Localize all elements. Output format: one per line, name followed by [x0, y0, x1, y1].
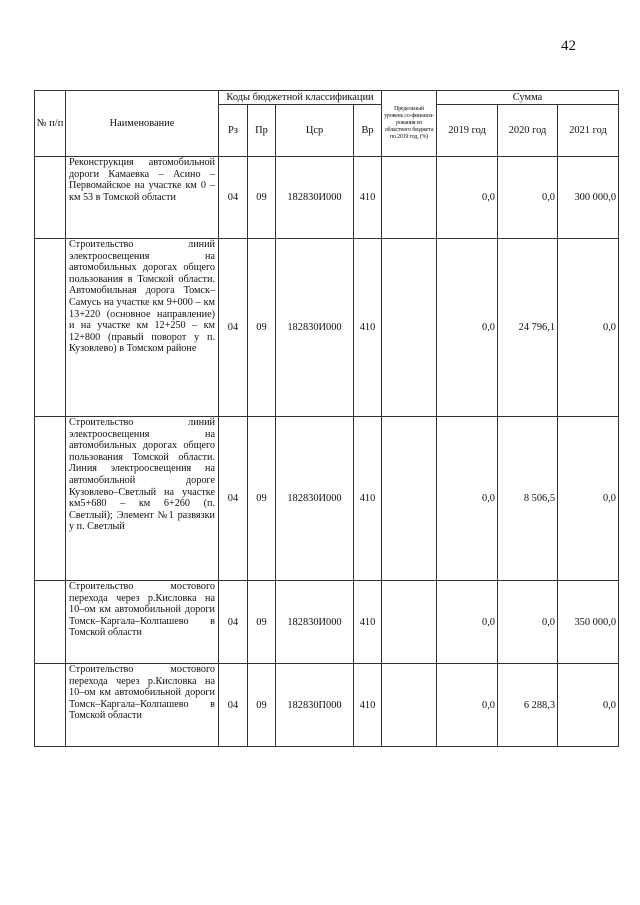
- row-level: [382, 417, 437, 581]
- row-rz: 04: [219, 417, 248, 581]
- row-name: Строительство линий электроосвещения на автомобильных дорогах общего пользования Томской области. Линия электроосвещения на автомобильной дороге Кузовлево–Светлый на участке км5+680 – км 6+260 (п. Светлый); Элемент №1 развязки у п. Светлый: [66, 417, 219, 581]
- table-row: [35, 664, 619, 747]
- row-pr: 09: [248, 664, 276, 747]
- row-2021: 350 000,0: [558, 581, 619, 664]
- row-rz: 04: [219, 581, 248, 664]
- row-csr: 182830И000: [276, 157, 354, 239]
- row-vr: 410: [354, 239, 382, 417]
- row-number: [35, 581, 66, 664]
- row-csr: 182830И000: [276, 239, 354, 417]
- row-name: Строительство линий электроосвещения на автомобильных дорогах общего пользования в Томской области. Автомобильная дорога Томск–Самусь на участке км 9+000 – км 13+220 (основное направление) и на участке км 12+250 – км 12+800 (правый поворот у п. Кузовлево) в Томском районе: [66, 239, 219, 417]
- row-vr: 410: [354, 664, 382, 747]
- row-number: [35, 239, 66, 417]
- row-2020: 8 506,5: [498, 417, 558, 581]
- row-2019: 0,0: [437, 157, 498, 239]
- row-2020: 24 796,1: [498, 239, 558, 417]
- page-number: 42: [561, 38, 576, 54]
- header-pr: Пр: [248, 105, 276, 157]
- table-row: [35, 581, 619, 664]
- header-cofinancing-level: Предельный уровень со-финанси-рования из областного бюджета по 2019 год, (%): [382, 91, 437, 157]
- row-2019: 0,0: [437, 239, 498, 417]
- row-csr: 182830И000: [276, 417, 354, 581]
- row-csr: 182830П000: [276, 664, 354, 747]
- row-2019: 0,0: [437, 581, 498, 664]
- row-level: [382, 581, 437, 664]
- header-sum-group: Сумма: [437, 91, 619, 105]
- row-level: [382, 157, 437, 239]
- row-rz: 04: [219, 239, 248, 417]
- row-2019: 0,0: [437, 664, 498, 747]
- row-name: Реконструкция автомобильной дороги Камаевка – Асино – Первомайское на участке км 0 – км 53 в Томской области: [66, 157, 219, 239]
- budget-table: [34, 90, 619, 747]
- row-2021: 0,0: [558, 664, 619, 747]
- row-2020: 0,0: [498, 157, 558, 239]
- row-pr: 09: [248, 157, 276, 239]
- header-2020: 2020 год: [498, 105, 558, 157]
- header-2021: 2021 год: [558, 105, 619, 157]
- row-vr: 410: [354, 581, 382, 664]
- row-2020: 0,0: [498, 581, 558, 664]
- header-name: Наименование: [66, 91, 219, 157]
- table-row: [35, 157, 619, 239]
- table-row: [35, 417, 619, 581]
- header-vr: Вр: [354, 105, 382, 157]
- header-2019: 2019 год: [437, 105, 498, 157]
- table-row: [35, 239, 619, 417]
- row-name: Строительство мостового перехода через р.Кисловка на 10–ом км автомобильной дороги Томск–Каргала–Колпашево в Томской области: [66, 581, 219, 664]
- row-2021: 0,0: [558, 239, 619, 417]
- row-2019: 0,0: [437, 417, 498, 581]
- row-number: [35, 664, 66, 747]
- row-pr: 09: [248, 581, 276, 664]
- header-codes-group: Коды бюджетной классификации: [219, 91, 382, 105]
- row-level: [382, 664, 437, 747]
- header-rz: Рз: [219, 105, 248, 157]
- row-pr: 09: [248, 239, 276, 417]
- row-number: [35, 157, 66, 239]
- row-csr: 182830И000: [276, 581, 354, 664]
- row-rz: 04: [219, 157, 248, 239]
- row-vr: 410: [354, 157, 382, 239]
- row-name: Строительство мостового перехода через р.Кисловка на 10–ом км автомобильной дороги Томск–Каргала–Колпашево в Томской области: [66, 664, 219, 747]
- row-number: [35, 417, 66, 581]
- row-rz: 04: [219, 664, 248, 747]
- row-2020: 6 288,3: [498, 664, 558, 747]
- row-2021: 300 000,0: [558, 157, 619, 239]
- row-pr: 09: [248, 417, 276, 581]
- header-no: № п/п: [35, 91, 66, 157]
- row-2021: 0,0: [558, 417, 619, 581]
- header-csr: Цср: [276, 105, 354, 157]
- row-vr: 410: [354, 417, 382, 581]
- row-level: [382, 239, 437, 417]
